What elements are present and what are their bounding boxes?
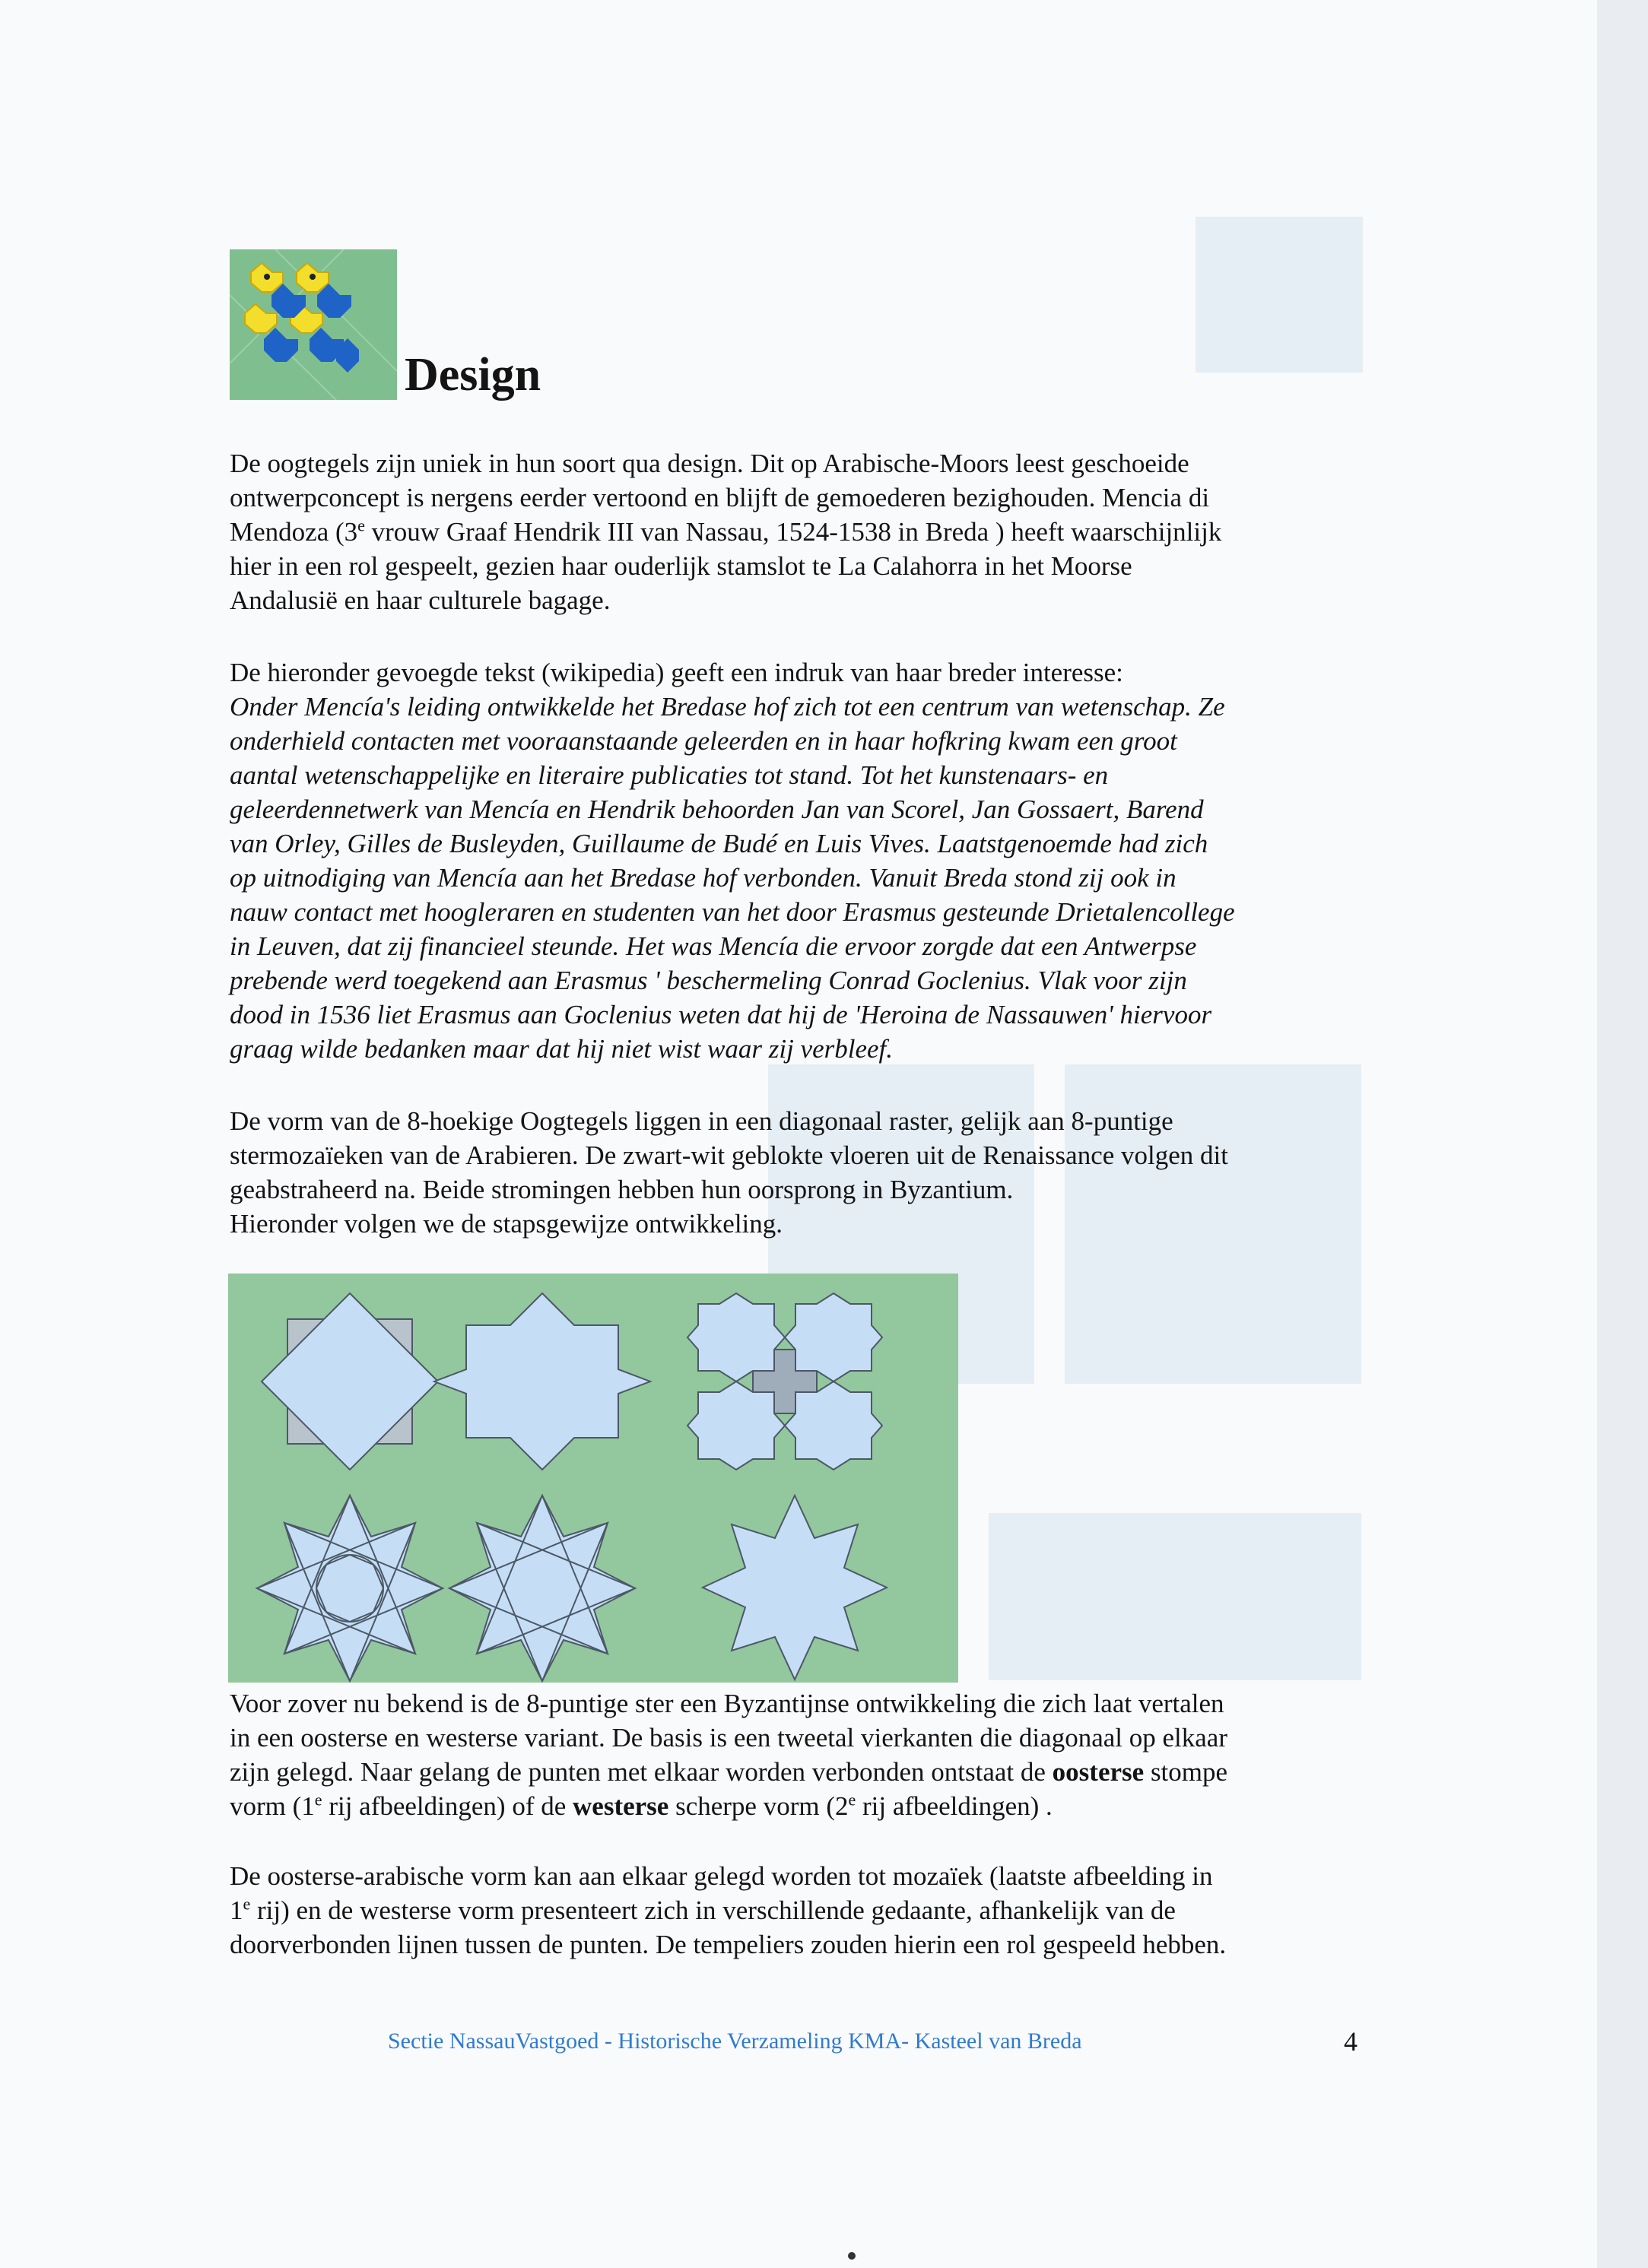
square-overlay-shape [262, 1293, 438, 1470]
western-star-crossed-shape [449, 1496, 635, 1681]
wikipedia-quote [230, 690, 1370, 1066]
quote-line: nauw contact met hoogleraren en studenten van het door Erasmus gesteunde Drietalencollege [230, 897, 1235, 927]
page-edge [1597, 0, 1648, 2268]
quote-line: van Orley, Gilles de Busleyden, Guillaume de Budé en Luis Vives. Laatstgenoemde had zich [230, 829, 1208, 858]
quote-line: op uitnodiging van Mencía aan het Bredase hof verbonden. Vanuit Breda stond zij ook in [230, 863, 1176, 893]
text-line: De oosterse-arabische vorm kan aan elkaar gelegd worden tot mozaïek (laatste afbeelding in [230, 1861, 1213, 1891]
text-line: Andalusië en haar culturele bagage. [230, 585, 611, 615]
text-line: in een oosterse en westerse variant. De basis is een tweetal vierkanten die diagonaal op elkaar [230, 1723, 1227, 1753]
text-line: De hieronder gevoegde tekst (wikipedia) geeft een indruk van haar breder interesse: [230, 658, 1123, 687]
text-line: geabstraheerd na. Beide stromingen hebben hun oorsprong in Byzantium. [230, 1175, 1014, 1204]
bleed-through-image [989, 1513, 1361, 1680]
star-development-figure [228, 1274, 958, 1683]
text-line: stermozaïeken van de Arabieren. De zwart-wit geblokte vloeren uit de Renaissance volgen dit [230, 1140, 1228, 1170]
quote-line: aantal wetenschappelijke en literaire publicaties tot stand. Tot het kunstenaars- en [230, 760, 1109, 790]
western-star-lines-shape [257, 1496, 443, 1681]
text-line: Hieronder volgen we de stapsgewijze ontwikkeling. [230, 1209, 783, 1239]
text-line: ontwerpconcept is nergens eerder vertoond en blijft de gemoederen bezighouden. Mencia di [230, 483, 1210, 512]
bleed-through-image [1196, 217, 1363, 373]
byzantine-paragraph [230, 1686, 1370, 1823]
quote-line: Onder Mencía's leiding ontwikkelde het Bredase hof zich tot een centrum van wetenschap. Ze [230, 692, 1225, 722]
text-line: De vorm van de 8-hoekige Oogtegels liggen in een diagonaal raster, gelijk aan 8-puntige [230, 1106, 1173, 1136]
page-footer: Sectie NassauVastgoed - Historische Verzameling KMA- Kasteel van Breda [388, 2029, 1082, 2054]
quote-line: dood in 1536 liet Erasmus aan Goclenius weten dat hij de 'Heroina de Nassauwen' hiervoor [230, 1000, 1212, 1029]
text-line: vorm (1e rij afbeeldingen) of de westerse scherpe vorm (2e rij afbeeldingen) . [230, 1790, 1053, 1821]
text-line: Voor zover nu bekend is de 8-puntige ster een Byzantijnse ontwikkeling die zich laat vertalen [230, 1689, 1224, 1718]
quote-line: geleerdennetwerk van Mencía en Hendrik behoorden Jan van Scorel, Jan Gossaert, Barend [230, 795, 1204, 824]
text-line: De oogtegels zijn uniek in hun soort qua design. Dit op Arabische-Moors leest geschoeide [230, 449, 1189, 478]
quote-line: onderhield contacten met vooraanstaande geleerden en in haar hofkring kwam een groot [230, 726, 1177, 756]
wikipedia-paragraph [230, 655, 1370, 1066]
page-title: Design [405, 349, 541, 401]
oogtegel-logo-icon [230, 249, 397, 400]
intro-paragraph [230, 446, 1370, 617]
mosaic-paragraph [230, 1859, 1370, 1962]
page-number: 4 [1344, 2026, 1357, 2057]
quote-line: in Leuven, dat zij financieel steunde. Het was Mencía die ervoor zorgde dat een Antwerpse [230, 931, 1197, 961]
text-line: 1e rij) en de westerse vorm presenteert zich in verschillende gedaante, afhankelijk van de [230, 1894, 1176, 1925]
text-line: zijn gelegd. Naar gelang de punten met elkaar worden verbonden ontstaat de oosterse stompe [230, 1757, 1228, 1787]
quote-line: prebende werd toegekend aan Erasmus ' beschermeling Conrad Goclenius. Vlak voor zijn [230, 966, 1187, 995]
pattern-paragraph [230, 1104, 1370, 1241]
scan-dot [848, 2252, 856, 2260]
text-line: Mendoza (3e vrouw Graaf Hendrik III van Nassau, 1524-1538 in Breda ) heeft waarschijnlijk [230, 515, 1222, 547]
text-line: hier in een rol gespeelt, gezien haar ouderlijk stamslot te La Calahorra in het Moorse [230, 551, 1132, 581]
text-line: doorverbonden lijnen tussen de punten. De tempeliers zouden hierin een rol gespeeld hebben. [230, 1930, 1227, 1959]
quote-line: graag wilde bedanken maar dat hij niet wist waar zij verbleef. [230, 1034, 894, 1064]
